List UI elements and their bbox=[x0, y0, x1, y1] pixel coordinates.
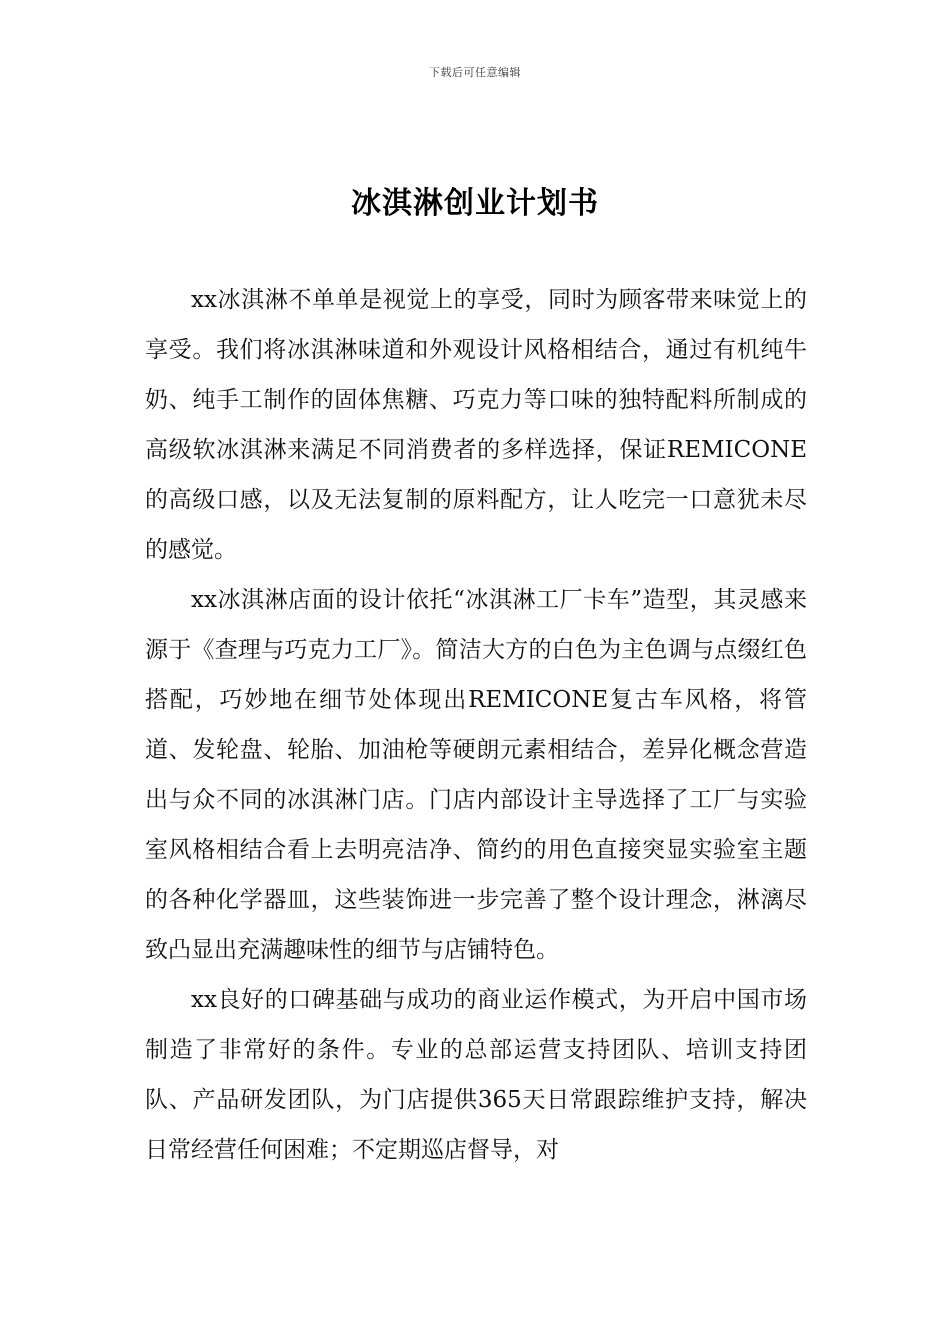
paragraph-1: xx冰淇淋不单单是视觉上的享受，同时为顾客带来味觉上的享受。我们将冰淇淋味道和外观设计风格相结合，通过有机纯牛奶、纯手工制作的固体焦糖、巧克力等口味的独特配料所制成的高级软冰淇淋来满足不同消费者的多样选择，保证REMICONE的高级口感，以及无法复制的原料配方，让人吃完一口意犹未尽的感觉。 bbox=[145, 287, 807, 563]
document-body bbox=[145, 275, 807, 1175]
document-title: 冰淇淋创业计划书 bbox=[351, 186, 599, 221]
page-header-note: 下载后可任意编辑 bbox=[429, 66, 521, 79]
paragraph-3: xx良好的口碑基础与成功的商业运作模式，为开启中国市场制造了非常好的条件。专业的总部运营支持团队、培训支持团队、产品研发团队，为门店提供365天日常跟踪维护支持，解决日常经营任何困难；不定期巡店督导，对 bbox=[145, 987, 807, 1163]
paragraph-2: xx冰淇淋店面的设计依托“冰淇淋工厂卡车”造型，其灵感来源于《查理与巧克力工厂》。简洁大方的白色为主色调与点缀红色搭配，巧妙地在细节处体现出REMICONE复古车风格，将管道、发轮盘、轮胎、加油枪等硬朗元素相结合，差异化概念营造出与众不同的冰淇淋门店。门店内部设计主导选择了工厂与实验室风格相结合看上去明亮洁净、简约的用色直接突显实验室主题的各种化学器皿，这些装饰进一步完善了整个设计理念，淋漓尽致凸显出充满趣味性的细节与店铺特色。 bbox=[145, 587, 807, 963]
